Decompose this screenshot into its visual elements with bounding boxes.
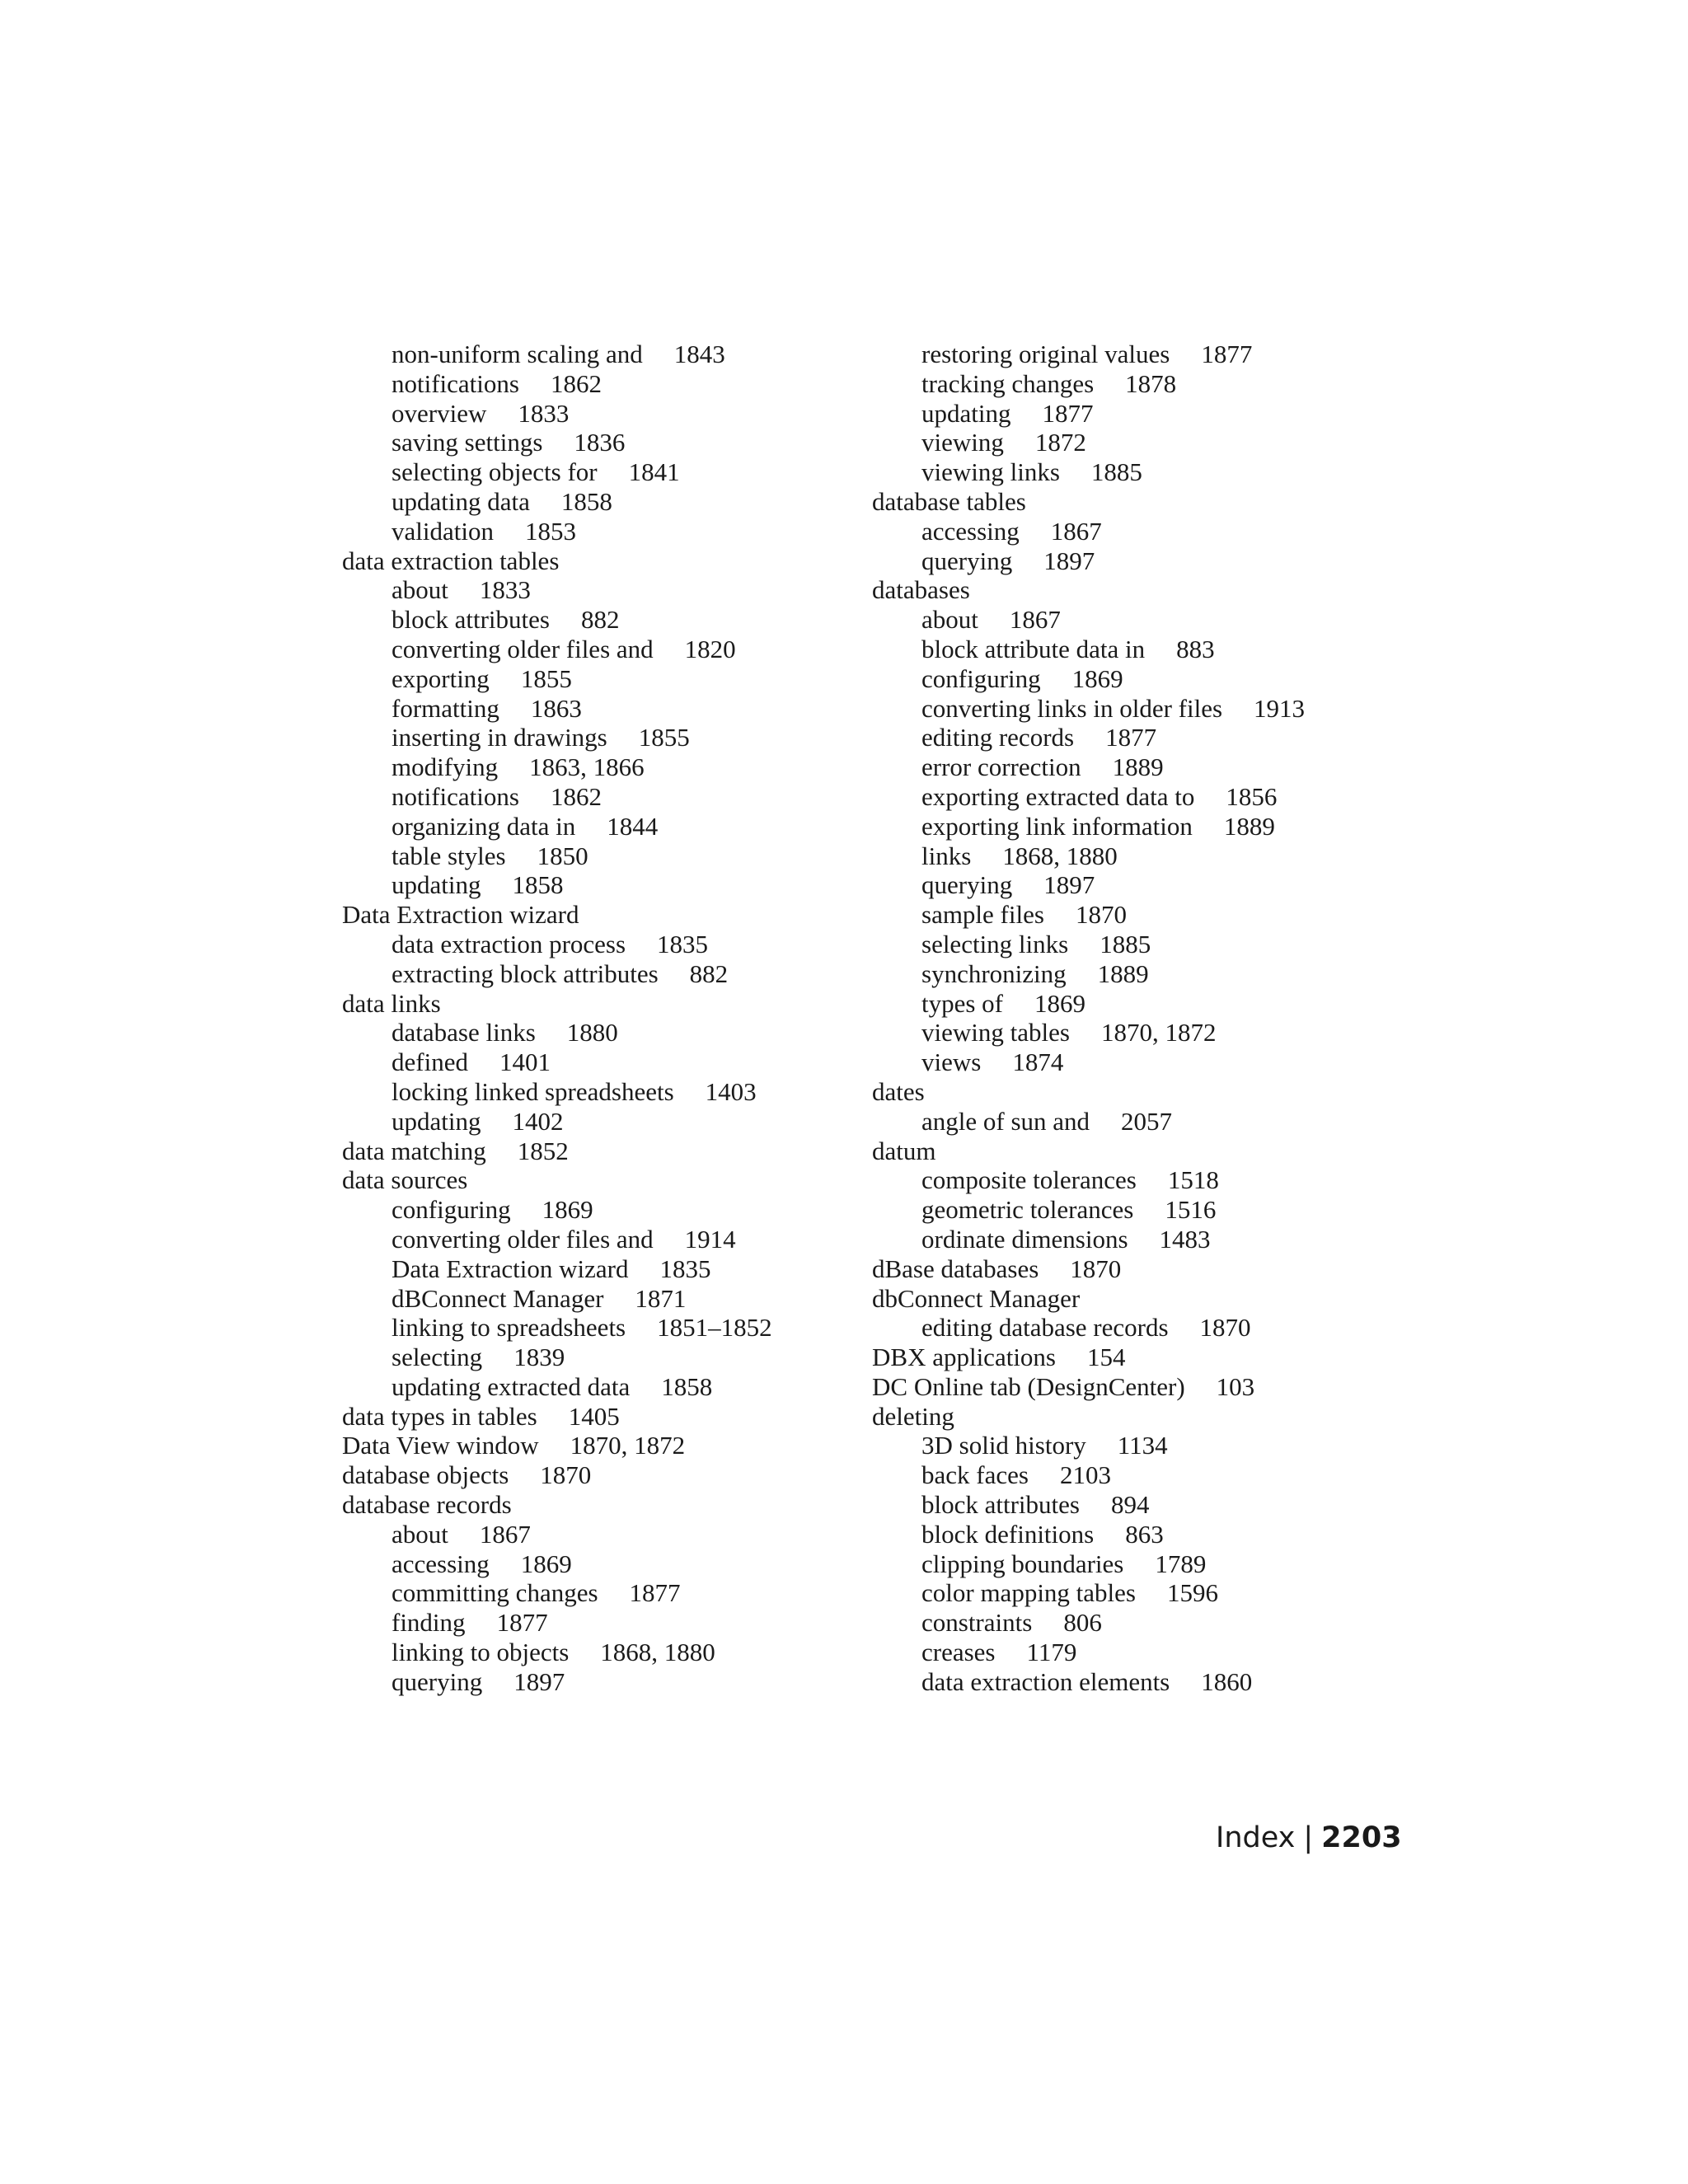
index-term: data sources <box>342 1165 468 1195</box>
index-subentry <box>342 752 853 782</box>
index-subentry <box>872 428 1383 457</box>
index-subentry <box>872 1520 1383 1549</box>
index-subentry <box>342 369 853 399</box>
index-subentry <box>872 870 1383 900</box>
index-page-refs: 1483 <box>1159 1224 1211 1254</box>
index-entry <box>872 1343 1383 1372</box>
index-page-refs: 1870 <box>1070 1254 1122 1283</box>
index-page-refs: 1889 <box>1223 811 1275 841</box>
index-page-refs: 1856 <box>1226 781 1278 811</box>
index-term: editing database records <box>921 1313 1169 1343</box>
index-term: data extraction process <box>392 929 626 958</box>
index-page-refs: 1869 <box>520 1549 572 1578</box>
index-subentry <box>872 1667 1383 1697</box>
index-page-refs: 1885 <box>1100 929 1151 958</box>
index-page-refs: 806 <box>1063 1608 1102 1638</box>
index-subentry <box>872 841 1383 871</box>
index-term: updating <box>392 1106 481 1136</box>
index-term: converting older files and <box>392 634 654 663</box>
index-subentry <box>342 457 853 487</box>
index-term: accessing <box>921 516 1020 546</box>
index-subentry <box>872 605 1383 635</box>
index-term: Data Extraction wizard <box>342 900 579 930</box>
index-subentry <box>342 959 853 989</box>
index-term: table styles <box>392 841 506 870</box>
index-term: converting links in older files <box>921 693 1223 723</box>
page-number: 2203 <box>1321 1821 1402 1854</box>
index-subentry <box>342 1195 853 1225</box>
index-page-refs: 1852 <box>517 1136 569 1165</box>
index-page-refs: 1870, 1872 <box>570 1431 686 1460</box>
index-term: modifying <box>392 752 499 782</box>
index-subentry <box>342 694 853 724</box>
index-term: viewing links <box>921 457 1060 487</box>
index-subentry <box>872 664 1383 694</box>
index-subentry <box>342 428 853 457</box>
index-term: dbConnect Manager <box>872 1283 1081 1313</box>
index-subentry <box>872 1638 1383 1667</box>
index-page-refs: 1862 <box>550 368 602 398</box>
index-page-refs: 103 <box>1216 1371 1255 1401</box>
index-term: views <box>921 1047 982 1077</box>
index-page-refs: 1868, 1880 <box>600 1638 715 1667</box>
index-subentry <box>342 1225 853 1254</box>
index-subentry <box>342 1284 853 1314</box>
index-entry <box>872 1372 1383 1402</box>
index-subentry <box>342 635 853 664</box>
index-page-refs: 1850 <box>537 841 588 870</box>
index-page-refs: 1870 <box>1199 1313 1251 1343</box>
index-term: configuring <box>392 1195 511 1225</box>
index-page-refs: 1897 <box>1043 546 1095 575</box>
index-page-refs: 1401 <box>499 1047 551 1077</box>
index-term: synchronizing <box>921 958 1067 988</box>
index-page-refs: 1877 <box>1042 398 1094 428</box>
index-page-refs: 154 <box>1087 1343 1126 1372</box>
index-subentry <box>342 664 853 694</box>
index-page-refs: 1877 <box>629 1578 681 1608</box>
index-page-refs: 1878 <box>1125 368 1177 398</box>
index-term: configuring <box>921 663 1041 693</box>
index-page-refs: 1179 <box>1026 1638 1077 1667</box>
index-term: clipping boundaries <box>921 1549 1124 1578</box>
index-entry <box>342 900 853 930</box>
index-page-refs: 1869 <box>1034 988 1086 1018</box>
index-entry <box>342 1490 853 1520</box>
index-subentry <box>342 782 853 812</box>
index-page-refs: 1518 <box>1167 1165 1219 1195</box>
index-page-refs: 1403 <box>705 1076 757 1106</box>
index-subentry <box>872 369 1383 399</box>
index-subentry <box>872 1313 1383 1343</box>
index-term: organizing data in <box>392 811 576 841</box>
index-page-refs: 1867 <box>479 1519 531 1549</box>
index-subentry <box>872 1018 1383 1047</box>
index-term: selecting <box>392 1343 483 1372</box>
index-subentry <box>342 1254 853 1284</box>
index-page-refs: 1897 <box>513 1666 565 1696</box>
index-term: about <box>392 1519 448 1549</box>
index-subentry <box>342 487 853 517</box>
index-term: accessing <box>392 1549 490 1578</box>
index-term: data matching <box>342 1136 486 1165</box>
index-page-refs: 1913 <box>1254 693 1306 723</box>
index-subentry <box>342 1343 853 1372</box>
index-term: linking to spreadsheets <box>392 1313 626 1343</box>
index-term: notifications <box>392 781 519 811</box>
index-entry <box>342 1137 853 1166</box>
index-subentry <box>342 399 853 429</box>
index-subentry <box>342 605 853 635</box>
index-subentry <box>342 1018 853 1047</box>
index-term: error correction <box>921 752 1081 782</box>
index-term: 3D solid history <box>921 1431 1086 1460</box>
index-column-right <box>872 340 1383 1697</box>
index-term: Data View window <box>342 1431 539 1460</box>
index-subentry <box>872 1195 1383 1225</box>
index-page-refs: 1869 <box>542 1195 593 1225</box>
index-subentry <box>872 1578 1383 1608</box>
index-page-refs: 1889 <box>1097 958 1149 988</box>
index-term: querying <box>921 870 1013 900</box>
index-entry <box>872 1284 1383 1314</box>
index-entry <box>872 1077 1383 1107</box>
index-term: Data Extraction wizard <box>392 1254 629 1283</box>
index-subentry <box>872 1107 1383 1137</box>
index-term: data extraction tables <box>342 546 560 575</box>
index-page-refs: 1872 <box>1034 428 1086 457</box>
index-subentry <box>872 340 1383 369</box>
index-term: data extraction elements <box>921 1666 1170 1696</box>
index-term: non-uniform scaling and <box>392 340 643 368</box>
index-term: selecting objects for <box>392 457 598 487</box>
index-subentry <box>872 457 1383 487</box>
index-subentry <box>872 930 1383 959</box>
index-subentry <box>872 782 1383 812</box>
index-subentry <box>872 1225 1383 1254</box>
index-term: types of <box>921 988 1004 1018</box>
index-page-refs: 1877 <box>1105 723 1157 752</box>
index-subentry <box>872 1431 1383 1460</box>
index-term: links <box>921 841 972 870</box>
index-subentry <box>342 1667 853 1697</box>
footer-separator: | <box>1303 1821 1314 1854</box>
index-page-refs: 1855 <box>520 663 572 693</box>
index-page-refs: 1820 <box>684 634 736 663</box>
index-subentry <box>872 959 1383 989</box>
index-term: DBX applications <box>872 1343 1056 1372</box>
index-subentry <box>342 517 853 546</box>
index-term: data links <box>342 988 441 1018</box>
index-term: deleting <box>872 1401 954 1431</box>
index-term: exporting extracted data to <box>921 781 1195 811</box>
index-term: back faces <box>921 1460 1029 1490</box>
index-term: tracking changes <box>921 368 1095 398</box>
index-term: overview <box>392 398 487 428</box>
index-term: constraints <box>921 1608 1033 1638</box>
index-subentry <box>872 1165 1383 1195</box>
index-page-refs: 1870, 1872 <box>1100 1018 1217 1047</box>
index-page-refs: 894 <box>1110 1490 1150 1520</box>
index-term: validation <box>392 516 494 546</box>
index-term: querying <box>392 1666 483 1696</box>
index-page-refs: 1869 <box>1071 663 1123 693</box>
index-term: saving settings <box>392 428 543 457</box>
index-term: database tables <box>872 486 1026 516</box>
index-subentry <box>872 1608 1383 1638</box>
index-page-refs: 1858 <box>512 870 564 900</box>
index-subentry <box>342 340 853 369</box>
index-subentry <box>342 1608 853 1638</box>
index-subentry <box>872 812 1383 841</box>
index-term: updating <box>921 398 1011 428</box>
index-subentry <box>872 1549 1383 1579</box>
index-term: dates <box>872 1076 925 1106</box>
index-page-refs: 1877 <box>496 1608 548 1638</box>
index-subentry <box>342 1313 853 1343</box>
index-subentry <box>872 1047 1383 1077</box>
index-entry <box>872 487 1383 517</box>
index-subentry <box>872 1490 1383 1520</box>
index-subentry <box>342 1638 853 1667</box>
index-page-refs: 1858 <box>560 486 612 516</box>
index-page-refs: 1867 <box>1050 516 1102 546</box>
index-term: viewing <box>921 428 1004 457</box>
index-term: updating <box>392 870 481 900</box>
index-page-refs: 1839 <box>513 1343 565 1372</box>
index-page-refs: 1880 <box>566 1018 618 1047</box>
index-subentry <box>342 812 853 841</box>
index-term: updating data <box>392 486 530 516</box>
index-term: creases <box>921 1638 996 1667</box>
index-subentry <box>872 1460 1383 1490</box>
index-term: editing records <box>921 723 1075 752</box>
index-page-refs: 1833 <box>479 575 531 605</box>
index-term: angle of sun and <box>921 1106 1090 1136</box>
index-page-refs: 1897 <box>1043 870 1095 900</box>
index-term: about <box>921 605 978 635</box>
index-subentry <box>342 1107 853 1137</box>
index-page-refs: 1844 <box>607 811 659 841</box>
index-term: dBConnect Manager <box>392 1283 604 1313</box>
index-term: composite tolerances <box>921 1165 1137 1195</box>
index-page-refs: 882 <box>689 958 729 988</box>
index-column-left <box>342 340 853 1697</box>
index-page-refs: 883 <box>1176 634 1215 663</box>
index-term: exporting <box>392 663 490 693</box>
index-term: formatting <box>392 693 499 723</box>
index-entry <box>342 1165 853 1195</box>
index-page-refs: 1134 <box>1117 1431 1168 1460</box>
index-page-refs: 1868, 1880 <box>1002 841 1118 870</box>
index-page-refs: 1858 <box>661 1371 713 1401</box>
index-subentry <box>872 752 1383 782</box>
index-term: selecting links <box>921 929 1069 958</box>
index-page-refs: 1405 <box>568 1401 620 1431</box>
index-subentry <box>342 575 853 605</box>
index-term: extracting block attributes <box>392 958 659 988</box>
index-page-refs: 1870 <box>540 1460 592 1490</box>
index-subentry <box>342 723 853 752</box>
index-subentry <box>342 1372 853 1402</box>
index-term: locking linked spreadsheets <box>392 1076 674 1106</box>
index-page-refs: 1885 <box>1090 457 1142 487</box>
index-term: converting older files and <box>392 1224 654 1254</box>
index-page-refs: 1836 <box>574 428 626 457</box>
index-page-refs: 1855 <box>638 723 690 752</box>
index-subentry <box>872 399 1383 429</box>
index-page-refs: 1870 <box>1075 900 1127 930</box>
index-page-refs: 1843 <box>673 340 725 368</box>
index-term: block attribute data in <box>921 634 1146 663</box>
index-term: inserting in drawings <box>392 723 607 752</box>
index-term: data types in tables <box>342 1401 537 1431</box>
index-subentry <box>342 1077 853 1107</box>
index-entry <box>342 1402 853 1432</box>
index-page-refs: 1516 <box>1165 1195 1217 1225</box>
index-page-refs: 2103 <box>1059 1460 1111 1490</box>
index-page-refs: 1874 <box>1012 1047 1064 1077</box>
index-subentry <box>872 900 1383 930</box>
index-entry <box>872 575 1383 605</box>
index-term: defined <box>392 1047 468 1077</box>
index-term: querying <box>921 546 1013 575</box>
index-term: block definitions <box>921 1519 1095 1549</box>
index-entry <box>342 1460 853 1490</box>
index-page-refs: 1877 <box>1201 340 1253 368</box>
index-term: block attributes <box>921 1490 1080 1520</box>
index-page-refs: 1862 <box>550 781 602 811</box>
index-entry <box>872 1254 1383 1284</box>
index-page-refs: 2057 <box>1121 1106 1173 1136</box>
index-term: database records <box>342 1490 512 1520</box>
index-page-refs: 1833 <box>518 398 570 428</box>
index-entry <box>872 1137 1383 1166</box>
index-subentry <box>342 1549 853 1579</box>
index-term: notifications <box>392 368 519 398</box>
index-term: database links <box>392 1018 536 1047</box>
index-page-refs: 1863 <box>530 693 582 723</box>
index-term: color mapping tables <box>921 1578 1136 1608</box>
index-subentry <box>342 1578 853 1608</box>
index-page-refs: 1889 <box>1112 752 1164 782</box>
index-subentry <box>872 989 1383 1019</box>
index-page-refs: 1860 <box>1201 1666 1253 1696</box>
page-footer <box>1216 1821 1402 1854</box>
index-page-refs: 1853 <box>524 516 576 546</box>
index-entry <box>342 546 853 576</box>
index-term: about <box>392 575 448 605</box>
index-entry <box>872 1402 1383 1432</box>
index-term: updating extracted data <box>392 1371 631 1401</box>
index-page-refs: 1867 <box>1009 605 1061 635</box>
index-term: databases <box>872 575 970 605</box>
index-subentry <box>342 1047 853 1077</box>
index-term: sample files <box>921 900 1044 930</box>
index-subentry <box>872 635 1383 664</box>
index-page-refs: 1914 <box>684 1224 736 1254</box>
index-page-refs: 1871 <box>635 1283 687 1313</box>
index-entry <box>342 989 853 1019</box>
index-term: finding <box>392 1608 466 1638</box>
index-subentry <box>342 1520 853 1549</box>
index-subentry <box>342 841 853 871</box>
index-page-refs: 1835 <box>659 1254 711 1283</box>
index-page-refs: 882 <box>580 605 620 635</box>
index-term: restoring original values <box>921 340 1170 368</box>
index-term: database objects <box>342 1460 509 1490</box>
index-subentry <box>872 694 1383 724</box>
index-term: DC Online tab (DesignCenter) <box>872 1371 1185 1401</box>
index-page-refs: 1835 <box>657 929 709 958</box>
index-subentry <box>342 870 853 900</box>
index-subentry <box>342 930 853 959</box>
index-page-refs: 1402 <box>512 1106 564 1136</box>
index-subentry <box>872 517 1383 546</box>
index-term: geometric tolerances <box>921 1195 1134 1225</box>
index-page-refs: 1863, 1866 <box>529 752 645 782</box>
index-page-refs: 863 <box>1125 1519 1164 1549</box>
footer-section-label: Index <box>1216 1821 1296 1854</box>
index-term: dBase databases <box>872 1254 1039 1283</box>
index-term: exporting link information <box>921 811 1193 841</box>
index-page-refs: 1596 <box>1167 1578 1218 1608</box>
index-term: committing changes <box>392 1578 598 1608</box>
index-term: block attributes <box>392 605 550 635</box>
index-term: linking to objects <box>392 1638 570 1667</box>
index-term: ordinate dimensions <box>921 1224 1128 1254</box>
index-page-refs: 1789 <box>1155 1549 1207 1578</box>
index-subentry <box>872 546 1383 576</box>
index-term: datum <box>872 1136 936 1165</box>
index-term: viewing tables <box>921 1018 1070 1047</box>
index-page-refs: 1841 <box>628 457 680 487</box>
index-entry <box>342 1431 853 1460</box>
index-subentry <box>872 723 1383 752</box>
index-page-refs: 1851–1852 <box>657 1313 772 1343</box>
